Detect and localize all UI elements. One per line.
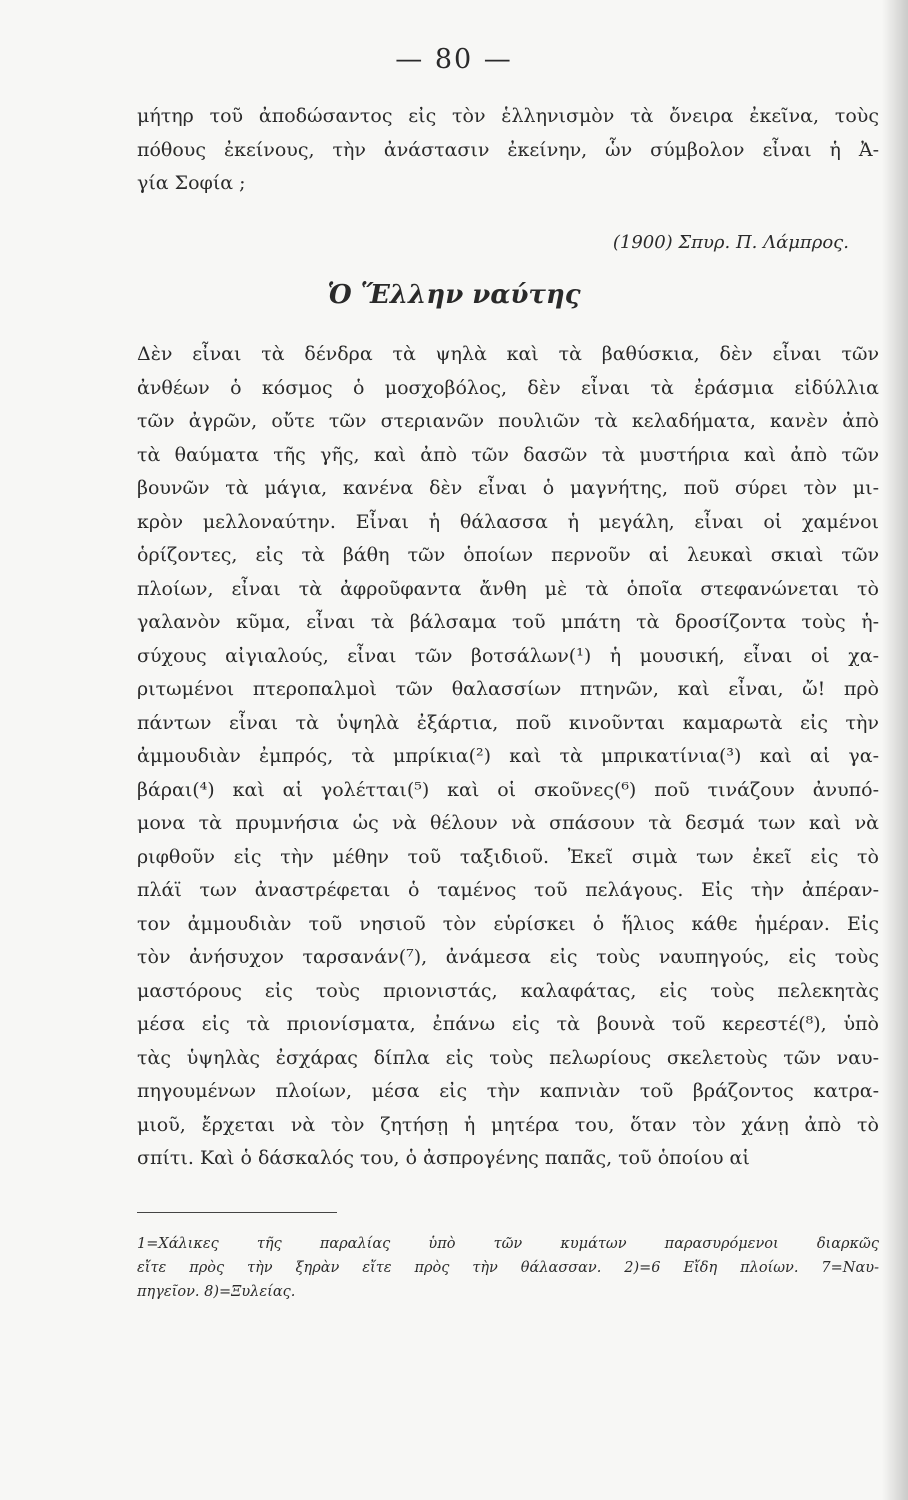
text-line: κρὸν μελλοναύτην. Εἶναι ἡ θάλασσα ἡ μεγάλη, εἶναι οἱ χαμένοι <box>137 510 879 533</box>
footnote-rule <box>137 1212 337 1213</box>
footnote-line: πηγεῖον. 8)=Ξυλείας. <box>137 1284 296 1300</box>
text-line: ἀμμουδιὰν ἐμπρός, τὰ μπρίκια(²) καὶ τὰ μπρικατίνια(³) καὶ αἱ γα- <box>137 745 879 767</box>
page-edge-shadow <box>882 0 908 1500</box>
intro-paragraph <box>137 100 879 201</box>
text-line: βάραι(⁴) καὶ αἱ γολέτται(⁵) καὶ οἱ σκοῦνες(⁶) ποῦ τινάζουν ἀνυπό- <box>137 778 879 801</box>
text-line: πλάϊ των ἀναστρέφεται ὁ ταμένος τοῦ πελάγους. Εἰς τὴν ἀπέραν- <box>137 879 879 901</box>
body-text <box>137 338 879 1176</box>
text-line: μέσα εἰς τὰ πριονίσματα, ἐπάνω εἰς τὰ βουνὰ τοῦ κερεστέ(⁸), ὑπὸ <box>137 1013 879 1035</box>
text-line: πόθους ἐκείνους, τὴν ἀνάστασιν ἐκείνην, ὧν σύμβολον εἶναι ἡ Ἀ- <box>137 138 879 161</box>
text-line: σπίτι. Καὶ ὁ δάσκαλός του, ὁ ἀσπρογένης παπᾶς, τοῦ ὁποίου αἱ <box>137 1147 750 1169</box>
text-line: σύχους αἰγιαλούς, εἶναι τῶν βοτσάλων(¹) ἡ μουσική, εἶναι οἱ χα- <box>137 644 879 667</box>
text-line: τῶν ἀγρῶν, οὔτε τῶν στεριανῶν πουλιῶν τὰ κελαδήματα, κανὲν ἀπὸ <box>137 410 879 432</box>
text-line: βουνῶν τὰ μάγια, κανένα δὲν εἶναι ὁ μαγνήτης, ποῦ σύρει τὸν μι- <box>137 477 879 499</box>
text-line: ἀνθέων ὁ κόσμος ὁ μοσχοβόλος, δὲν εἶναι τὰ ἐράσμια εἰδύλλια <box>137 376 879 399</box>
footnote-line: 1=Χάλικες τῆς παραλίας ὑπὸ τῶν κυμάτων παρασυρόμενοι διαρκῶς <box>137 1236 879 1252</box>
text-line: πάντων εἶναι τὰ ὑψηλὰ ἐξάρτια, ποῦ κινοῦνται καμαρωτὰ εἰς τὴν <box>137 711 879 734</box>
text-line: πλοίων, εἶναι τὰ ἀφροῦφαντα ἄνθη μὲ τὰ ὁποῖα στεφανώνεται τὸ <box>137 577 879 600</box>
footnotes <box>137 1232 879 1304</box>
author-signature: (1900) Σπυρ. Π. Λάμπρος. <box>612 232 849 253</box>
text-line: ριφθοῦν εἰς τὴν μέθην τοῦ ταξιδιοῦ. Ἐκεῖ σιμὰ των ἐκεῖ εἰς τὸ <box>137 845 879 868</box>
page-number: — 80 — <box>395 44 513 75</box>
text-line: τον ἀμμουδιὰν τοῦ νησιοῦ τὸν εὑρίσκει ὁ ἥλιος κάθε ἡμέραν. Εἰς <box>137 912 879 935</box>
text-line: τὰς ὑψηλὰς ἐσχάρας δίπλα εἰς τοὺς πελωρίους σκελετοὺς τῶν ναυ- <box>137 1046 879 1069</box>
text-line: ὁρίζοντες, εἰς τὰ βάθη τῶν ὁποίων περνοῦν αἱ λευκαὶ σκιαὶ τῶν <box>137 544 879 566</box>
text-line: ριτωμένοι πτεροπαλμοὶ τῶν θαλασσίων πτηνῶν, καὶ εἶναι, ὤ! πρὸ <box>137 678 879 700</box>
text-line: Δὲν εἶναι τὰ δένδρα τὰ ψηλὰ καὶ τὰ βαθύσκια, δὲν εἶναι τῶν <box>137 343 879 365</box>
text-line: πηγουμένων πλοίων, μέσα εἰς τὴν καπνιὰν τοῦ βράζοντος κατρα- <box>137 1080 879 1102</box>
text-line: μονα τὰ πρυμνήσια ὡς νὰ θέλουν νὰ σπάσουν τὰ δεσμά των καὶ νὰ <box>137 812 879 834</box>
footnote-line: εἴτε πρὸς τὴν ξηρὰν εἴτε πρὸς τὴν θάλασσαν. 2)=6 Εἴδη πλοίων. 7=Ναυ- <box>137 1260 879 1276</box>
text-line: μιοῦ, ἔρχεται νὰ τὸν ζητήσῃ ἡ μητέρα του, ὅταν τὸν χάνῃ ἀπὸ τὸ <box>137 1113 879 1136</box>
text-line: τὰ θαύματα τῆς γῆς, καὶ ἀπὸ τῶν δασῶν τὰ μυστήρια καὶ ἀπὸ τῶν <box>137 443 879 466</box>
text-line: μήτηρ τοῦ ἀποδώσαντος εἰς τὸν ἑλληνισμὸν τὰ ὄνειρα ἐκεῖνα, τοὺς <box>137 105 879 127</box>
text-line: μαστόρους εἰς τοὺς πριονιστάς, καλαφάτας, εἰς τοὺς πελεκητὰς <box>137 979 879 1002</box>
text-line: γαλανὸν κῦμα, εἶναι τὰ βάλσαμα τοῦ μπάτη τὰ δροσίζοντα τοὺς ἡ- <box>137 611 879 633</box>
section-title: Ὁ Ἕλλην ναύτης <box>327 280 581 310</box>
text-line: τὸν ἀνήσυχον ταρσανάν(⁷), ἀνάμεσα εἰς τοὺς ναυπηγούς, εἰς τοὺς <box>137 946 879 968</box>
text-line: γία Σοφία ; <box>137 172 246 194</box>
